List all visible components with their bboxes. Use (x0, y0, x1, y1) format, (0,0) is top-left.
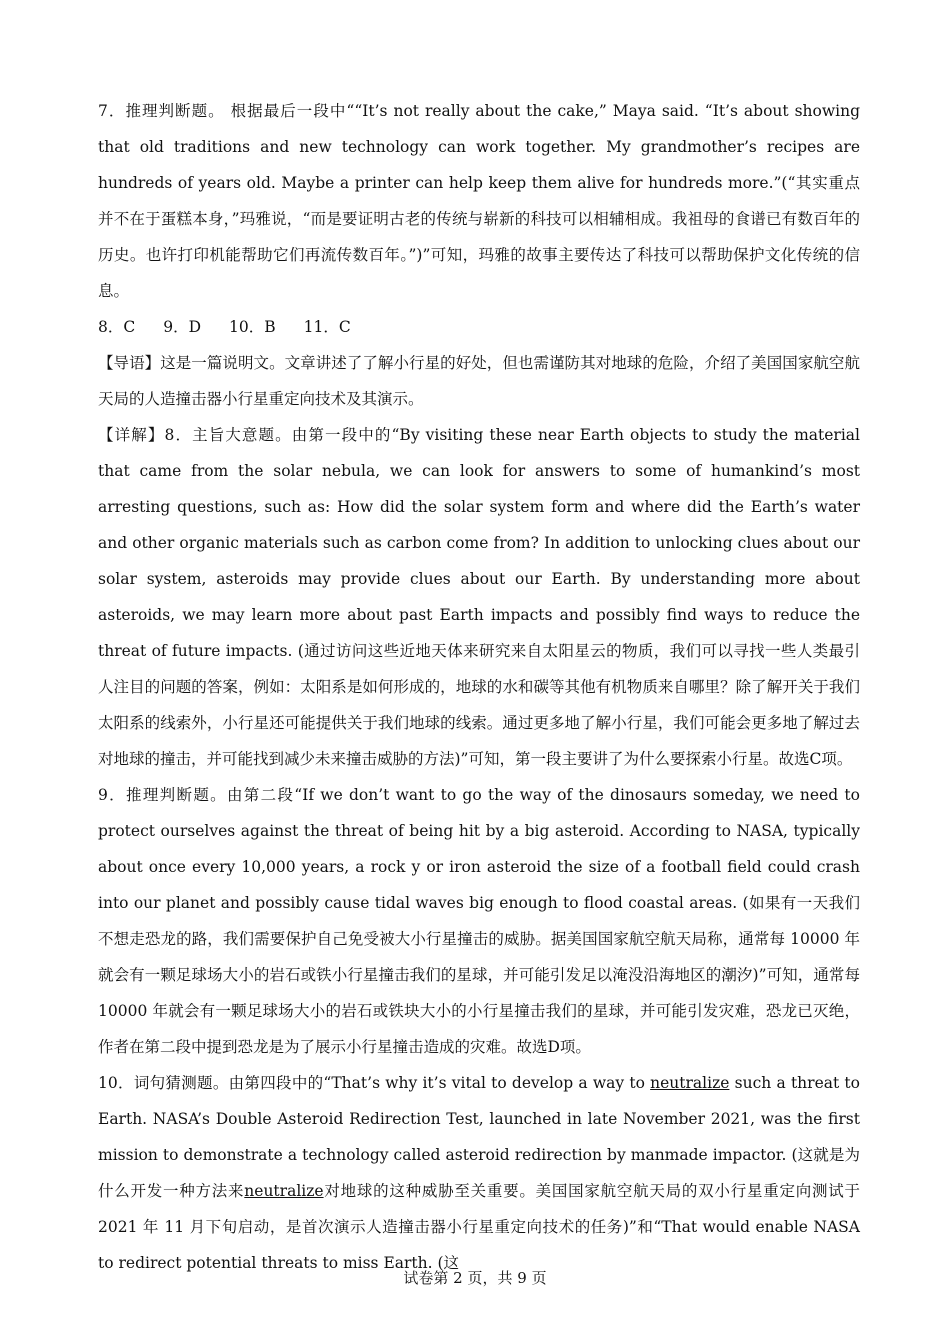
answer-explanations (98, 93, 860, 1281)
page-footer: 试卷第 2 页，共 9 页 (403, 1269, 547, 1287)
answer-key-row (98, 309, 860, 345)
q8-explanation: 【详解】8．主旨大意题。由第一段中的“By visiting these near Earth objects to study the material that came from the solar nebula, we can look for answers to some of humankind’s most arresting questions, such as: How did the solar system form and where did the Earth’s water and other organic materials such as carbon come from? In addition to unlocking clues about our solar system, asteroids may provide clues about our Earth. By understanding more about asteroids, we may learn more about past Earth impacts and possibly find ways to reduce the threat of future impacts. (通过访问这些近地天体来研究来自太阳星云的物质，我们可以寻找一些人类最引人注目的问题的答案，例如：太阳系是如何形成的，地球的水和碳等其他有机物质来自哪里？除了解开关于我们太阳系的线索外，小行星还可能提供关于我们地球的线索。通过更多地了解小行星，我们可能会更多地了解过去对地球的撞击，并可能找到减少未来撞击威胁的方法)”可知，第一段主要讲了为什么要探索小行星。故选C项。 (98, 426, 860, 768)
q10-text-part3: 对地球的这种威胁至关重要。美国国家航空航天局的双小行星重定向测试于 2021 年 11 月下旬启动，是首次演示人造撞击器小行星重定向技术的任务)”和“That would enable NASA to redirect potential threats to miss Earth. (这 (98, 1182, 860, 1272)
underlined-word-2: neutralize (244, 1182, 324, 1200)
q10-text-part1: 10．词句猜测题。由第四段中的“That’s why it’s vital to develop a way to (98, 1074, 651, 1092)
underlined-word: neutralize (650, 1074, 730, 1092)
answer-11: 11．C (303, 318, 351, 336)
guide-paragraph: 【导语】这是一篇说明文。文章讲述了了解小行星的好处，但也需谨防其对地球的危险，介绍了美国国家航空航天局的人造撞击器小行星重定向技术及其演示。 (98, 354, 860, 408)
q10-text-part2: such a threat to Earth. NASA’s Double Asteroid Redirection Test, launched in late November 2021, was the first mission to demonstrate a technology called asteroid redirection by manmade impactor. (这就是为什么开发一种方法来 (98, 1074, 860, 1200)
q9-explanation: 9．推理判断题。由第二段“If we don’t want to go the way of the dinosaurs someday, we need to protect ourselves against the threat of being hit by a big asteroid. According to NASA, typically about once every 10,000 years, a rock y or iron asteroid the size of a football field could crash into our planet and possibly cause tidal waves big enough to flood coastal areas. (如果有一天我们不想走恐龙的路，我们需要保护自己免受被大小行星撞击的威胁。据美国国家航空航天局称，通常每 10000 年就会有一颗足球场大小的岩石或铁小行星撞击我们的星球，并可能引发足以淹没沿海地区的潮汐)”可知，通常每 10000 年就会有一颗足球场大小的岩石或铁块大小的小行星撞击我们的星球，并可能引发灾难，恐龙已灭绝，作者在第二段中提到恐龙是为了展示小行星撞击造成的灾难。故选D项。 (98, 786, 860, 1056)
answer-9: 9．D (163, 318, 202, 336)
answer-10: 10．B (229, 318, 276, 336)
answer-8: 8．C (98, 318, 136, 336)
q10-explanation (98, 1065, 860, 1281)
q7-explanation: 7．推理判断题。 根据最后一段中““It’s not really about the cake,” Maya said. “It’s about showing that old traditions and new technology can work together. My grandmother’s recipes are hundreds of years old. Maybe a printer can help keep them alive for hundreds more.”(“其实重点并不在于蛋糕本身，”玛雅说，“而是要证明古老的传统与崭新的科技可以相辅相成。我祖母的食谱已有数百年的历史。也许打印机能帮助它们再流传数百年。”)”可知，玛雅的故事主要传达了科技可以帮助保护文化传统的信息。 (98, 102, 860, 300)
